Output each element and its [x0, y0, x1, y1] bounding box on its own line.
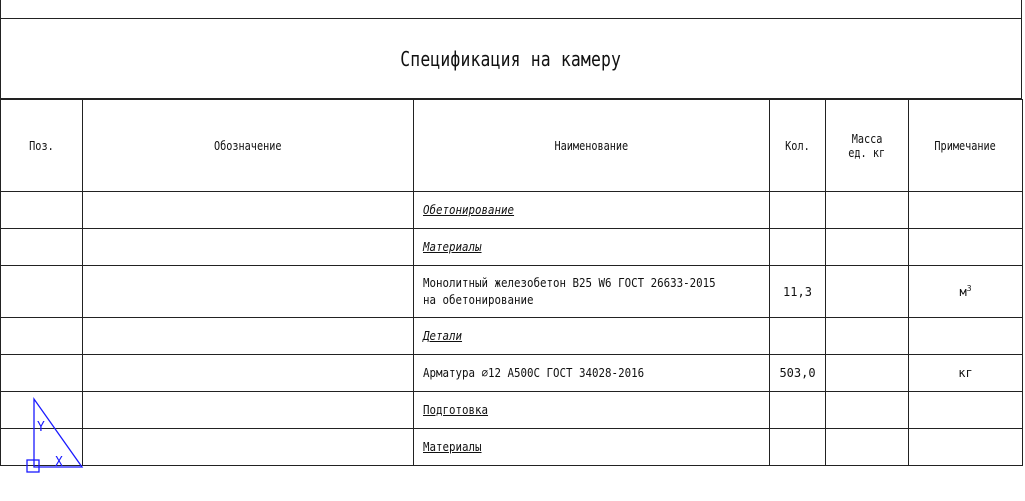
section-heading: Материалы — [423, 239, 482, 254]
unit-superscript: 3 — [966, 284, 972, 293]
cell-qty — [770, 392, 826, 429]
cell-pos — [1, 355, 83, 392]
frame-right-edge — [1021, 0, 1022, 18]
cell-designation — [83, 429, 414, 466]
table-row — [1, 266, 1023, 318]
section-heading: Детали — [423, 328, 463, 343]
cell-note — [909, 429, 1023, 466]
cell-mass — [826, 229, 909, 266]
header-designation: Обозначение — [83, 100, 414, 192]
cell-designation — [83, 192, 414, 229]
section-heading: Подготовка — [423, 402, 489, 417]
cell-mass — [826, 318, 909, 355]
cell-name — [414, 355, 770, 392]
item-name: Арматура ⌀12 А500С ГОСТ 34028-2016 — [423, 365, 645, 380]
section-heading: Материалы — [423, 439, 482, 454]
cell-name — [414, 429, 770, 466]
ucs-origin-box — [27, 460, 39, 472]
cell-mass — [826, 266, 909, 318]
section-heading: Обетонирование — [423, 202, 515, 217]
ucs-axis-icon[interactable] — [24, 395, 86, 475]
cell-pos — [1, 266, 83, 318]
table-row — [1, 192, 1023, 229]
cell-designation — [83, 229, 414, 266]
specification-table — [0, 99, 1023, 466]
cell-name — [414, 318, 770, 355]
cell-pos — [1, 318, 83, 355]
cell-designation — [83, 318, 414, 355]
cell-designation — [83, 355, 414, 392]
header-name: Наименование — [414, 100, 770, 192]
table-row — [1, 229, 1023, 266]
cell-note — [909, 192, 1023, 229]
item-name: Монолитный железобетон B25 W6 ГОСТ 26633-2015 на обетонирование — [423, 275, 716, 307]
ucs-x-label: X — [55, 455, 63, 470]
cell-mass — [826, 429, 909, 466]
header-mass: Масса ед. кг — [826, 100, 909, 192]
cell-note: кг — [909, 355, 1023, 392]
table-row — [1, 392, 1023, 429]
table-row — [1, 318, 1023, 355]
cell-note — [909, 229, 1023, 266]
cell-note — [909, 392, 1023, 429]
cell-mass — [826, 192, 909, 229]
table-row — [1, 355, 1023, 392]
cell-qty: 11,3 — [770, 266, 826, 318]
unit-label: м — [959, 285, 967, 299]
header-pos: Поз. — [1, 100, 83, 192]
cell-qty — [770, 429, 826, 466]
cell-qty — [770, 229, 826, 266]
cell-pos — [1, 192, 83, 229]
table-header-row — [1, 100, 1023, 192]
header-qty: Кол. — [770, 100, 826, 192]
cell-designation — [83, 266, 414, 318]
ucs-y-label: Y — [37, 420, 45, 435]
cell-mass — [826, 355, 909, 392]
cell-mass — [826, 392, 909, 429]
frame-left-edge — [0, 0, 1, 18]
header-note: Примечание — [909, 100, 1023, 192]
cell-note — [909, 318, 1023, 355]
cell-name — [414, 392, 770, 429]
cell-name — [414, 266, 770, 318]
cell-qty: 503,0 — [770, 355, 826, 392]
cell-qty — [770, 192, 826, 229]
cell-pos — [1, 229, 83, 266]
cell-qty — [770, 318, 826, 355]
cell-name — [414, 229, 770, 266]
spec-title: Спецификация на камеру — [400, 46, 622, 71]
table-row — [1, 429, 1023, 466]
spec-title-row — [0, 18, 1022, 99]
cell-name — [414, 192, 770, 229]
cell-note — [909, 266, 1023, 318]
cell-designation — [83, 392, 414, 429]
